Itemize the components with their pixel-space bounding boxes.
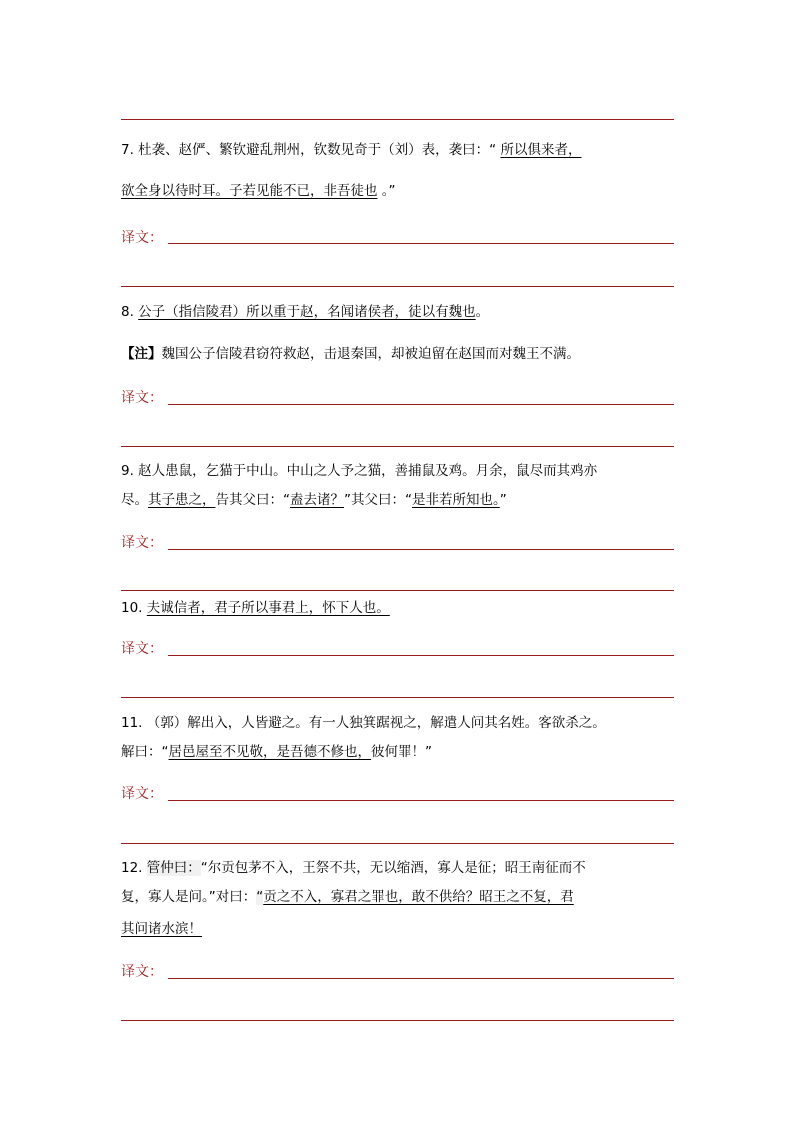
answer-line-8[interactable] (168, 404, 674, 405)
question-7-line-1: 7. 杜袭、赵俨、繁钦避乱荆州，钦数见奇于（刘）表，袭曰：“ 所以俱来者， (121, 142, 582, 158)
question-9-line-1: 9. 赵人患鼠，乞猫于中山。中山之人予之猫，善捕鼠及鸡。月余，鼠尽而其鸡亦 (121, 463, 598, 479)
q7-underlined-text: 所以俱来者， (500, 142, 582, 158)
answer-line-10[interactable] (168, 655, 674, 656)
question-7-line-2: 欲全身以待时耳。子若见能不已，非吾徒也 。” (121, 183, 396, 199)
q10-underlined-text: 夫诚信者，君子所以事君上，怀下人也。 (146, 600, 390, 616)
translation-label-11: 译文： (121, 786, 163, 802)
q8-underlined-text: 公子（指信陵君）所以重于赵，名闻诸侯者，徒以有魏也 (138, 304, 476, 320)
question-9-line-2: 尽。其子患之，告其父曰：“盍去诸？”其父曰：“是非若所知也。” (121, 492, 507, 508)
translation-label-10: 译文： (121, 641, 163, 657)
question-11-line-1: 11. （郭）解出入，人皆避之。有一人独箕踞视之，解遣人问其名姓。客欲杀之。 (121, 715, 606, 731)
answer-line-11[interactable] (168, 800, 674, 801)
translation-label-8: 译文： (121, 390, 163, 406)
translation-label-9: 译文： (121, 535, 163, 551)
question-11-line-2: 解曰：“居邑屋至不见敬，是吾德不修也，彼何罪！” (121, 744, 432, 760)
note-tag: 【注】 (121, 346, 162, 362)
question-12-line-1: 12. 管仲曰：“尔贡包茅不入，王祭不共，无以缩酒，寡人是征；昭王南征而不 (121, 860, 586, 876)
divider (121, 590, 674, 591)
divider (121, 843, 674, 844)
q7-underlined-text-2: 欲全身以待时耳。子若见能不已，非吾徒也 (121, 183, 378, 199)
answer-line-7[interactable] (168, 243, 674, 244)
answer-line-9[interactable] (168, 549, 674, 550)
answer-line-12[interactable] (168, 978, 674, 979)
divider (121, 446, 674, 447)
divider (121, 1020, 674, 1021)
divider (121, 697, 674, 698)
translation-label-7: 译文： (121, 230, 163, 246)
translation-label-12: 译文： (121, 964, 163, 980)
question-12-line-2: 复，寡人是问。”对曰：“贡之不入，寡君之罪也，敢不供给？昭王之不复，君 (121, 889, 574, 905)
question-12-line-3: 其问诸水滨！ (121, 921, 202, 937)
question-10: 10. 夫诚信者，君子所以事君上，怀下人也。 (121, 600, 390, 616)
divider (121, 119, 674, 120)
question-8-line-1: 8. 公子（指信陵君）所以重于赵，名闻诸侯者，徒以有魏也。 (121, 304, 490, 320)
divider (121, 286, 674, 287)
question-8-note: 【注】魏国公子信陵君窃符救赵，击退秦国，却被迫留在赵国而对魏王不满。 (121, 346, 580, 362)
